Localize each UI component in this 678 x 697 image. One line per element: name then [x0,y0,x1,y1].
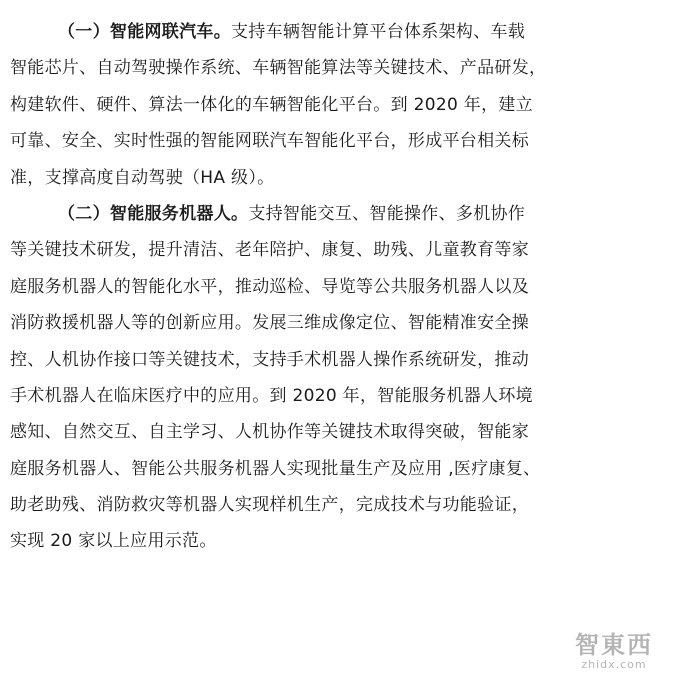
text-line: 实现 20 家以上应用示范。 [10,531,217,552]
text-run: 支持车辆智能计算平台体系架构、车载 [231,22,526,42]
zhidx-watermark-logo [564,631,664,679]
section-heading: （一）智能网联汽车。 [58,22,231,42]
text-line: 准，支撑高度自动驾驶（HA 级）。 [10,167,275,188]
text-line: 控、人机协作接口等关键技术，支持手术机器人操作系统研发，推动 [10,349,529,370]
text-line: 消防救援机器人等的创新应用。发展三维成像定位、智能精准安全操 [10,313,529,334]
text-line: 助老助残、消防救灾等机器人实现样机生产，完成技术与功能验证， [10,495,529,516]
text-run: 支持智能交互、智能操作、多机协作 [248,203,526,224]
text-line: 可靠、安全、实时性强的智能网联汽车智能化平台，形成平台相关标 [10,131,529,152]
text-line: 构建软件、硬件、算法一体化的车辆智能化平台。到 2020 年，建立 [10,94,533,115]
watermark-url: zhidx.com [581,658,647,671]
text-line [10,196,668,232]
text-line: 智能芯片、自动驾驶操作系统、车辆智能算法等关键技术、产品研发， [10,58,547,79]
paragraph-smart-connected-vehicles [10,14,668,196]
text-line [10,14,668,50]
paragraph-smart-service-robots [10,196,668,560]
section-heading: （二）智能服务机器人。 [58,203,249,224]
watermark-logo-text: 智東西 [575,631,653,659]
text-line: 等关键技术研发，提升清洁、老年陪护、康复、助残、儿童教育等家 [10,240,529,261]
text-line: 庭服务机器人、智能公共服务机器人实现批量生产及应用 ,医疗康复、 [10,458,541,479]
text-line: 庭服务机器人的智能化水平，推动巡检、导览等公共服务机器人以及 [10,276,529,297]
text-line: 手术机器人在临床医疗中的应用。到 2020 年，智能服务机器人环境 [10,385,533,406]
text-line: 感知、自然交互、自主学习、人机协作等关键技术取得突破，智能家 [10,422,529,443]
